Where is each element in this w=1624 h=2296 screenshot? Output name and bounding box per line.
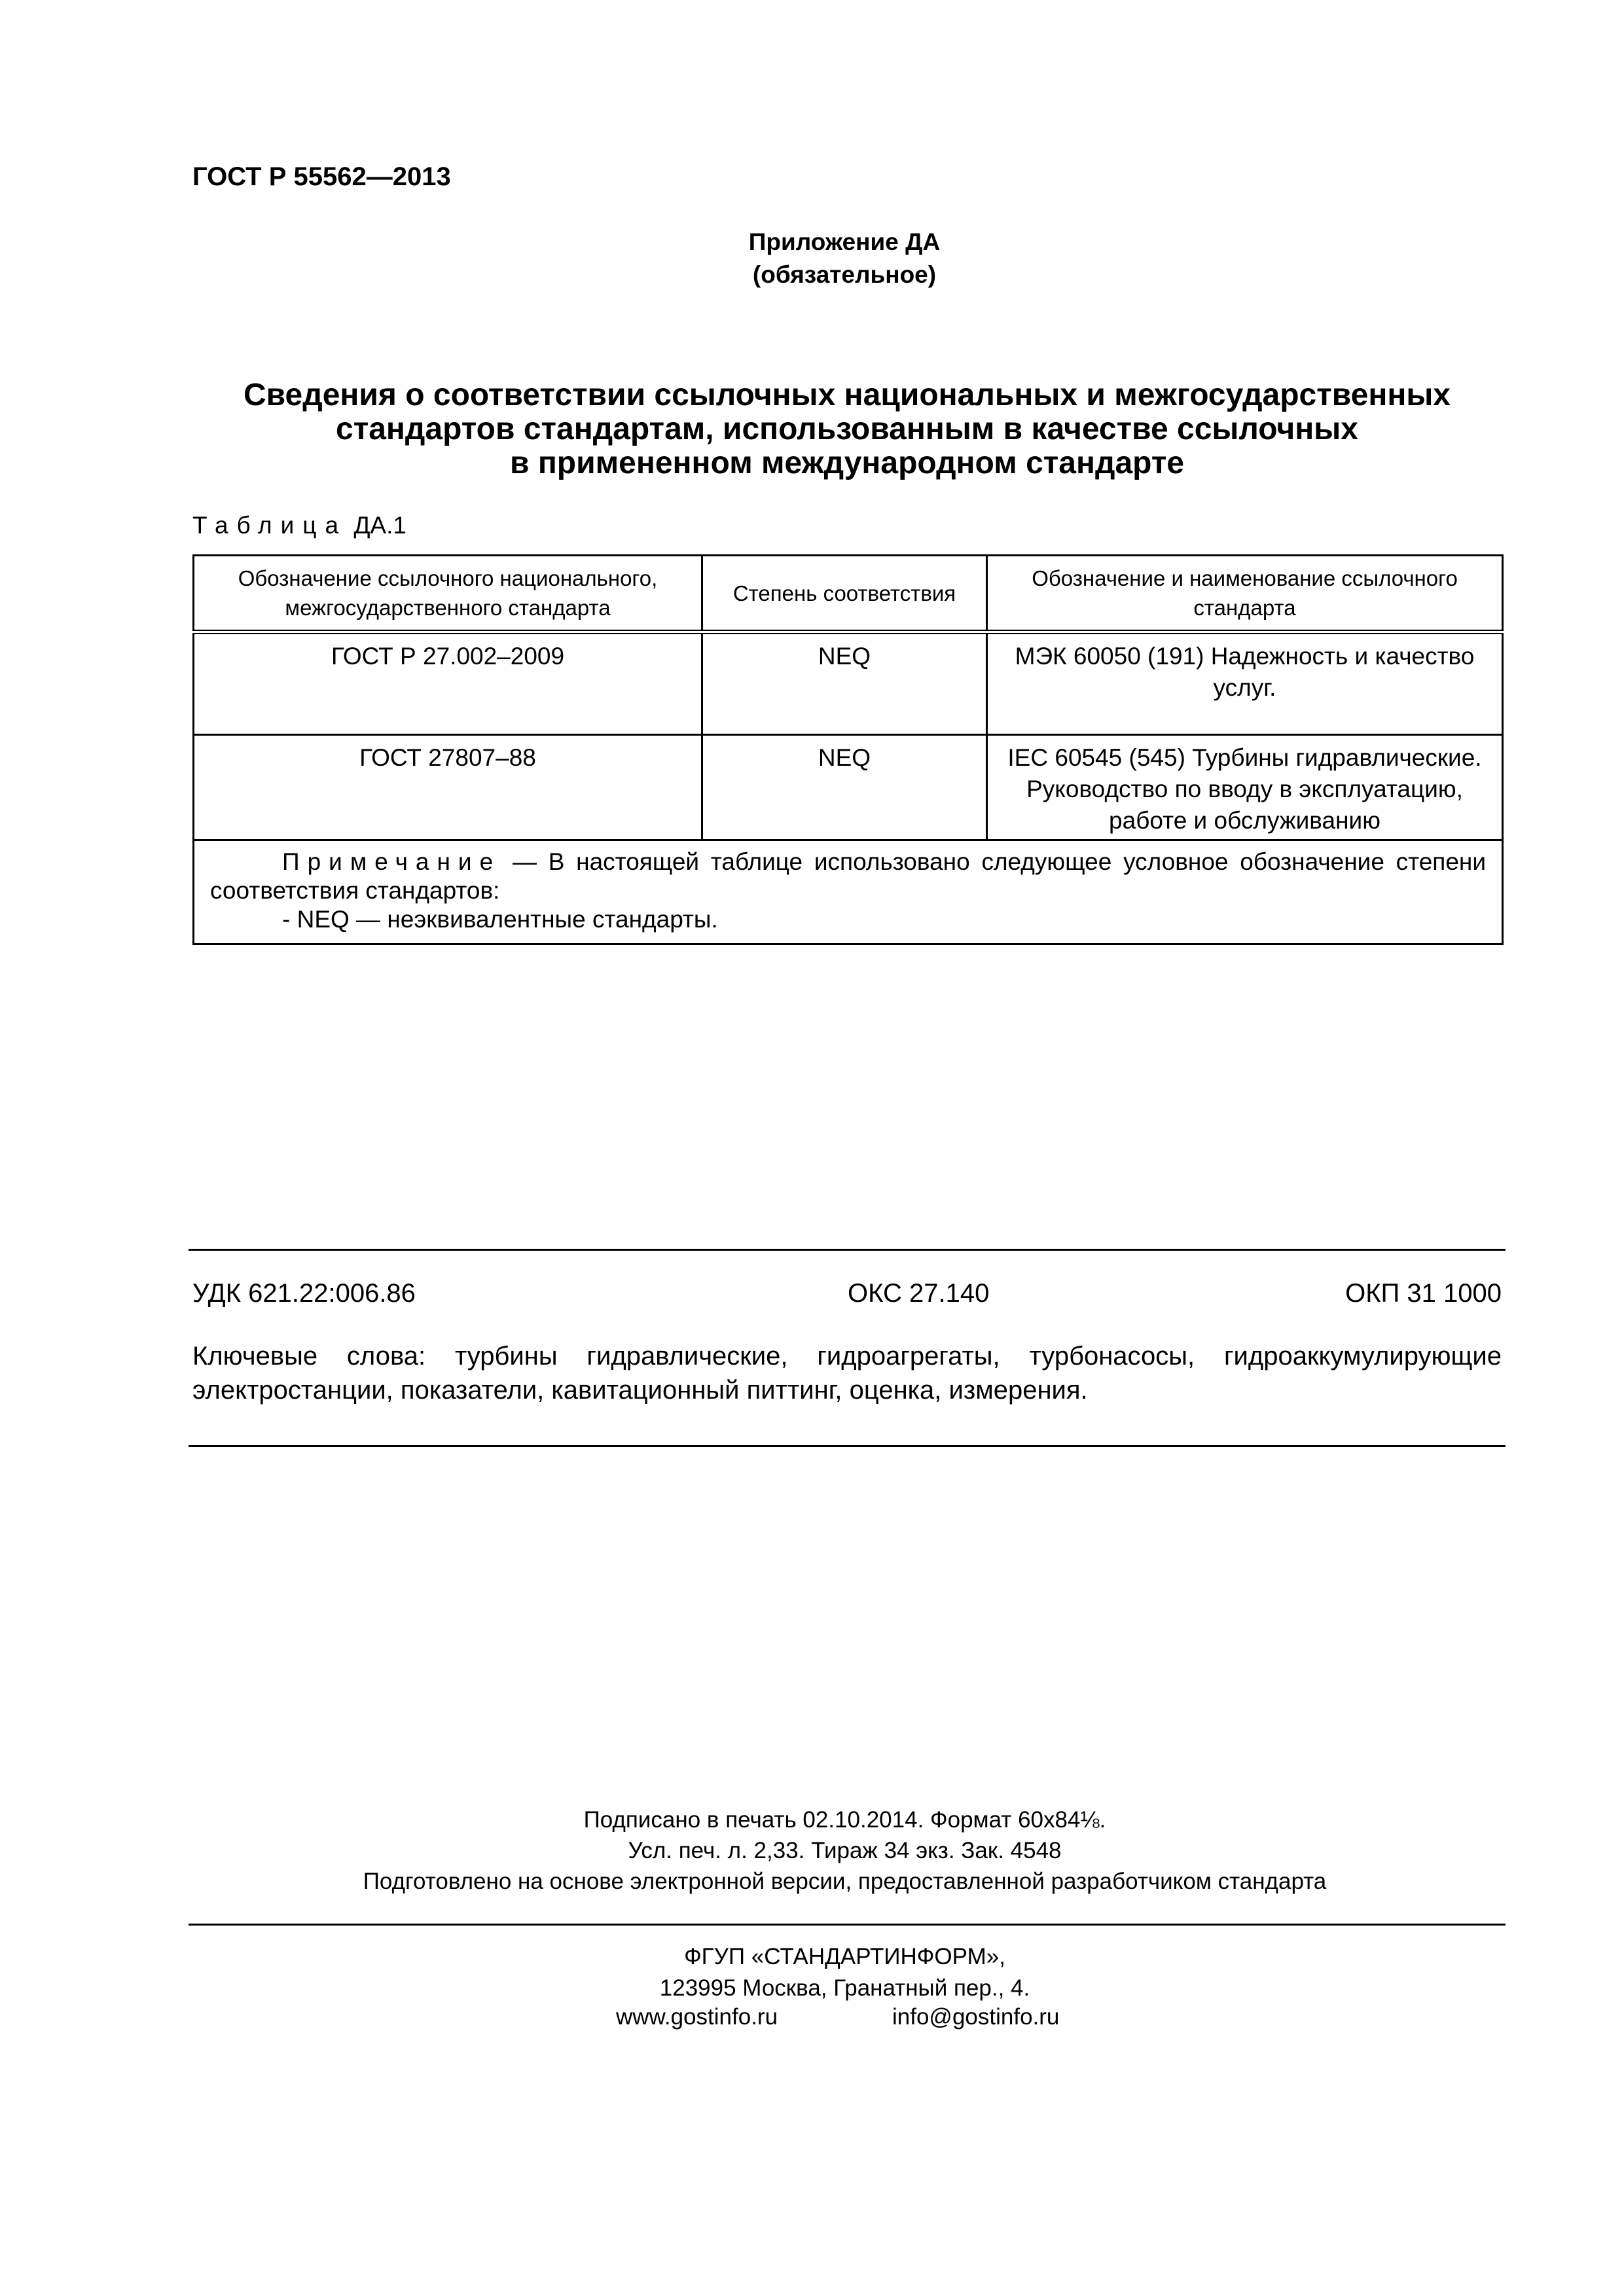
- appendix-status: (обязательное): [752, 261, 937, 288]
- header-national-standard: Обозначение ссылочного национального, межгосударственного стандарта: [194, 556, 702, 632]
- table-header-row: [194, 556, 1503, 632]
- appendix-heading: [687, 226, 1001, 291]
- table-note-row: [194, 840, 1503, 944]
- cell-reference: IEC 60545 (545) Турбины гидравлические. Руководство по вводу в эксплуатацию, работе и обслуживанию: [987, 735, 1503, 840]
- publisher-email: info@gostinfo.ru: [892, 2004, 1060, 2030]
- udk-code: УДК 621.22:006.86: [192, 1279, 416, 1308]
- publisher-website: www.gostinfo.ru: [616, 2004, 778, 2030]
- page-title: [192, 378, 1502, 480]
- okp-code: ОКП 31 1000: [1345, 1279, 1502, 1308]
- divider-top: [189, 1249, 1506, 1251]
- publisher-name: ФГУП «СТАНДАРТИНФОРМ»,: [684, 1944, 1005, 1969]
- publisher-block: [0, 1941, 1624, 2004]
- header-reference-standard: Обозначение и наименование ссылочного стандарта: [987, 556, 1503, 632]
- table-label-prefix: Таблица: [192, 512, 348, 539]
- table-row: [194, 632, 1503, 735]
- table-label: [192, 512, 406, 539]
- title-line-3: в примененном международном стандарте: [509, 446, 1185, 480]
- oks-code: ОКС 27.140: [848, 1279, 990, 1308]
- publisher-address: 123995 Москва, Гранатный пер., 4.: [659, 1975, 1030, 2001]
- keywords: Ключевые слова: турбины гидравлические, гидроагрегаты, турбонасосы, гидроаккумулирующие электростанции, показатели, кавитационный питтинг, оценка, измерения.: [192, 1342, 1502, 1405]
- prepared-note: Подготовлено на основе электронной версии, предоставленной разработчиком стандарта: [363, 1869, 1327, 1894]
- appendix-title: Приложение ДА: [748, 228, 941, 255]
- divider-bottom: [189, 1924, 1506, 1926]
- title-line-2: стандартов стандартам, использованным в качестве ссылочных: [336, 412, 1358, 446]
- document-id: ГОСТ Р 55562—2013: [192, 162, 451, 191]
- note-head: Примечание: [282, 848, 501, 875]
- imprint-line-2: Усл. печ. л. 2,33. Тираж 34 экз. Зак. 4548: [628, 1838, 1062, 1863]
- cell-national: ГОСТ 27807–88: [194, 735, 702, 840]
- imprint-line-1: Подписано в печать 02.10.2014. Формат 60x84⅛.: [583, 1807, 1106, 1833]
- note-text: — В настоящей таблице использовано следующее условное обозначение степени соответствия стандартов:: [210, 848, 1487, 904]
- title-line-1: Сведения о соответствии ссылочных национальных и межгосударственных: [243, 378, 1451, 412]
- divider-middle: [189, 1445, 1506, 1447]
- cell-reference: МЭК 60050 (191) Надежность и качество услуг.: [987, 632, 1503, 735]
- cell-national: ГОСТ Р 27.002–2009: [194, 632, 702, 735]
- cell-degree: NEQ: [702, 735, 987, 840]
- note-item: - NEQ — неэквивалентные стандарты.: [282, 906, 718, 933]
- header-degree: Степень соответствия: [702, 556, 987, 632]
- table-row: [194, 735, 1503, 840]
- table-label-number: ДА.1: [353, 512, 406, 539]
- correspondence-table: [192, 554, 1504, 945]
- cell-degree: NEQ: [702, 632, 987, 735]
- table-note: [194, 840, 1503, 944]
